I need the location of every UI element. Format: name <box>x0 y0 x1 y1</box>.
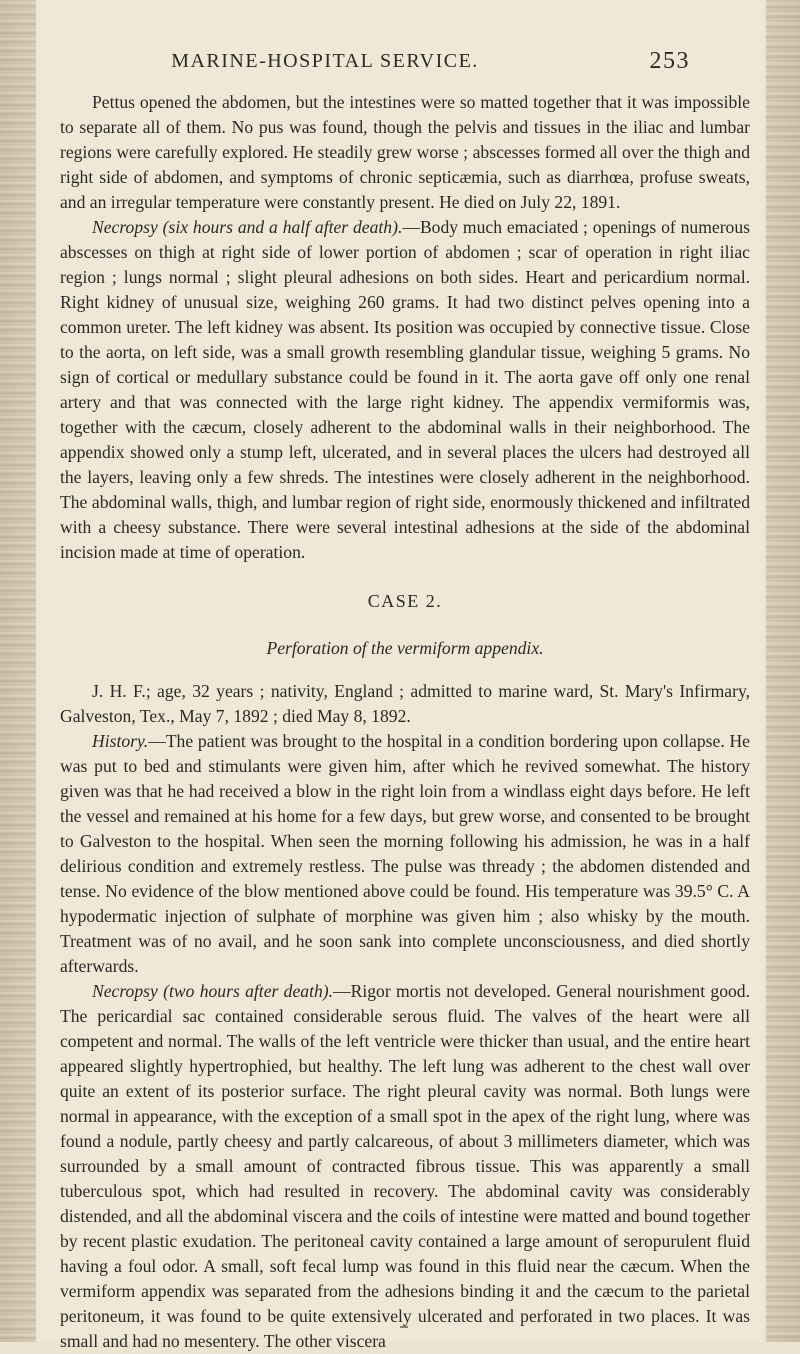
page-header <box>110 50 690 78</box>
body-text <box>60 90 750 1354</box>
necropsy-lead: Necropsy (six hours and a half after death). <box>92 217 403 237</box>
printer-mark <box>400 1326 408 1328</box>
paragraph: J. H. F.; age, 32 years ; nativity, England ; admitted to marine ward, St. Mary's Infirmary, Galveston, Tex., May 7, 1892 ; died May 8, 1892. <box>60 681 750 726</box>
necropsy-text: —Rigor mortis not developed. General nourishment good. The pericardial sac contained considerable serous fluid. The valves of the heart were all competent and normal. The walls of the left ventricle were thicker than usual, and the entire heart appeared slightly hypertrophied, but healthy. The left lung was adherent to the chest wall over quite an extent of its posterior surface. The right pleural cavity was normal. Both lungs were normal in appearance, with the exception of a small spot in the apex of the right lung, where was found a nodule, partly cheesy and partly calcareous, of about 3 millimeters diameter, which was surrounded by a small amount of contracted fibrous tissue. This was apparently a small tuberculous spot, which had resulted in recovery. The abdominal cavity was considerably distended, and all the abdominal viscera and the coils of intestine were matted and bound together by recent plastic exudation. The peritoneal cavity contained a large amount of seropurulent fluid having a foul odor. A small, soft fecal lump was found in this fluid near the cæcum. When the vermiform appendix was separated from the adhesions binding it and the cæcum to the parietal peritoneum, it was found to be quite extensively ulcerated and perforated in two places. It was small and had no mesentery. The other viscera <box>60 981 750 1351</box>
paragraph: Pettus opened the abdomen, but the intestines were so matted together that it was impossible to separate all of them. No pus was found, though the pelvis and tissues in the iliac and lumbar regions were carefully explored. He steadily grew worse ; abscesses formed all over the thigh and right side of abdomen, and symptoms of chronic septicæmia, such as diarrhœa, profuse sweats, and an irregular temperature were constantly present. He died on July 22, 1891. <box>60 92 750 212</box>
necropsy-lead: Necropsy (two hours after death). <box>92 981 334 1001</box>
case-heading: CASE 2. <box>367 591 443 611</box>
necropsy-text: —Body much emaciated ; openings of numerous abscesses on thigh at right side of lower portion of abdomen ; scar of operation in right iliac region ; lungs normal ; slight pleural adhesions on both sides. Heart and pericardium normal. Right kidney of unusual size, weighing 260 grams. It had two distinct pelves opening into a common ureter. The left kidney was absent. Its position was occupied by connective tissue. Close to the aorta, on left side, was a small growth resembling glandular tissue, weighing 5 grams. No sign of cortical or medullary substance could be found in it. The aorta gave off only one renal artery and that was connected with the large right kidney. The appendix vermiformis was, together with the cæcum, closely adherent to the abdominal walls in their neighborhood. The appendix showed only a stump left, ulcerated, and in several places the ulcers had destroyed all the layers, leaving only a few shreds. The intestines were closely adherent in the neighborhood. The abdominal walls, thigh, and lumbar region of right side, enormously thickened and infiltrated with a cheesy substance. There were several intestinal adhesions at the side of the abdominal incision made at time of operation. <box>60 217 750 562</box>
page-edge-left <box>0 0 36 1342</box>
history-text: —The patient was brought to the hospital in a condition bordering upon collapse. He was put to bed and stimulants were given him, after which he revived somewhat. The history given was that he had received a blow in the right loin from a windlass eight days before. He left the vessel and remained at his home for a few days, but grew worse, and consented to be brought to Galveston to the hospital. When seen the morning following his admission, he was in a half delirious condition and extremely restless. The pulse was thready ; the abdomen distended and tense. No evidence of the blow mentioned above could be found. His temperature was 39.5° C. A hypodermatic injection of sulphate of morphine was given him ; also whisky by the mouth. Treatment was of no avail, and he soon sank into complete unconsciousness, and died shortly afterwards. <box>60 731 750 976</box>
paragraph <box>60 979 750 1354</box>
running-title: MARINE-HOSPITAL SERVICE. <box>171 50 479 72</box>
page-edge-right <box>766 0 800 1342</box>
history-lead: History. <box>92 731 149 751</box>
case-subtitle: Perforation of the vermiform appendix. <box>266 638 544 658</box>
paragraph <box>60 729 750 979</box>
paragraph <box>60 215 750 565</box>
page-number: 253 <box>649 48 690 74</box>
